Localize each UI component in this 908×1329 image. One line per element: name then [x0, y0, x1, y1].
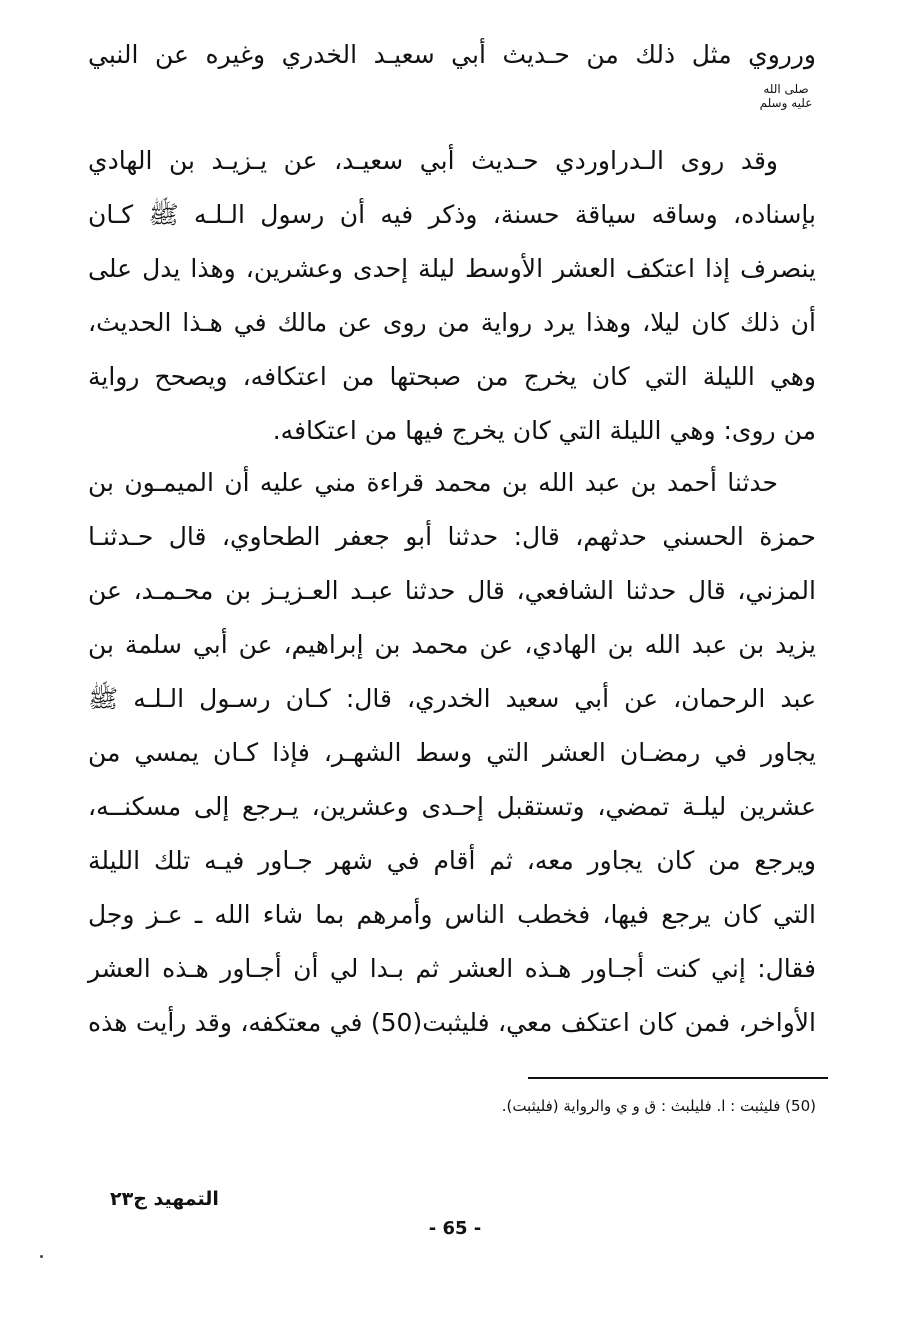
body-line-12: عبد الرحمان، عن أبي سعيد الخدري، قال: كـان رسـول الـلـه ﷺ [88, 684, 816, 713]
footnote-separator [528, 1077, 828, 1079]
body-line-15: ويرجع من كان يجاور معه، ثم أقام في شهر جـاور فيـه تلك الليلة [88, 846, 816, 875]
salawat-mark [756, 82, 816, 122]
footnote-50: (50) فليثبت : ا. فليلبث : ق و ي والرواية (فليثبت). [501, 1097, 816, 1115]
body-line-7: من روى: وهي الليلة التي كان يخرج فيها من اعتكافه. [272, 416, 816, 445]
body-line-11: يزيد بن عبد الله بن الهادي، عن محمد بن إبراهيم، عن أبي سلمة بن [88, 630, 816, 659]
salawat-bottom: عليه وسلم [759, 96, 813, 110]
body-line-14: عشرين ليلـة تمضي، وتستقبل إحـدى وعشرين، يـرجع إلى مسكنــه، [88, 792, 816, 821]
body-line-5: أن ذلك كان ليلا، وهذا يرد رواية من روى عن مالك في هـذا الحديث، [88, 308, 816, 337]
body-line-16: التي كان يرجع فيها، فخطب الناس وأمرهم بما شاء الله ـ عـز وجل [88, 900, 816, 929]
body-line-8: حدثنا أحمد بن عبد الله بن محمد قراءة مني عليه أن الميمـون بن [88, 468, 778, 497]
body-line-6: وهي الليلة التي كان يخرج من صبحتها من اعتكافه، ويصحح رواية [88, 362, 816, 391]
scan-speck [40, 1255, 43, 1258]
body-line-18: الأواخر، فمن كان اعتكف معي، فليثبت(50) في معتكفه، وقد رأيت هذه [88, 1008, 816, 1037]
body-line-10: المزني، قال حدثنا الشافعي، قال حدثنا عبـد العـزيـز بن محـمـد، عن [88, 576, 816, 605]
body-line-4: ينصرف إذا اعتكف العشر الأوسط ليلة إحدى وعشرين، وهذا يدل على [88, 254, 816, 283]
body-line-17: فقال: إني كنت أجـاور هـذه العشر ثم بـدا لي أن أجـاور هـذه العشر [88, 954, 816, 983]
salawat-top: صلى الله [763, 82, 809, 96]
volume-signature: التمهيد ج٢٣ [110, 1188, 219, 1210]
body-line-1: ورروي مثل ذلك من حـديث أبي سعيـد الخدري وغيره عن النبي [88, 40, 816, 69]
body-line-2: وقد روى الـدراوردي حـديث أبي سعيـد، عن يـزيـد بن الهادي [88, 146, 778, 175]
body-line-13: يجاور في رمضـان العشر التي وسط الشهـر، فإذا كـان يمسي من [88, 738, 816, 767]
body-line-3: بإسناده، وساقه سياقة حسنة، وذكر فيه أن رسول الـلـه ﷺ كـان [88, 200, 816, 229]
body-line-9: حمزة الحسني حدثهم، قال: حدثنا أبو جعفر الطحاوي، قال حـدثنـا [88, 522, 816, 551]
page-number: - 65 - [428, 1218, 482, 1239]
